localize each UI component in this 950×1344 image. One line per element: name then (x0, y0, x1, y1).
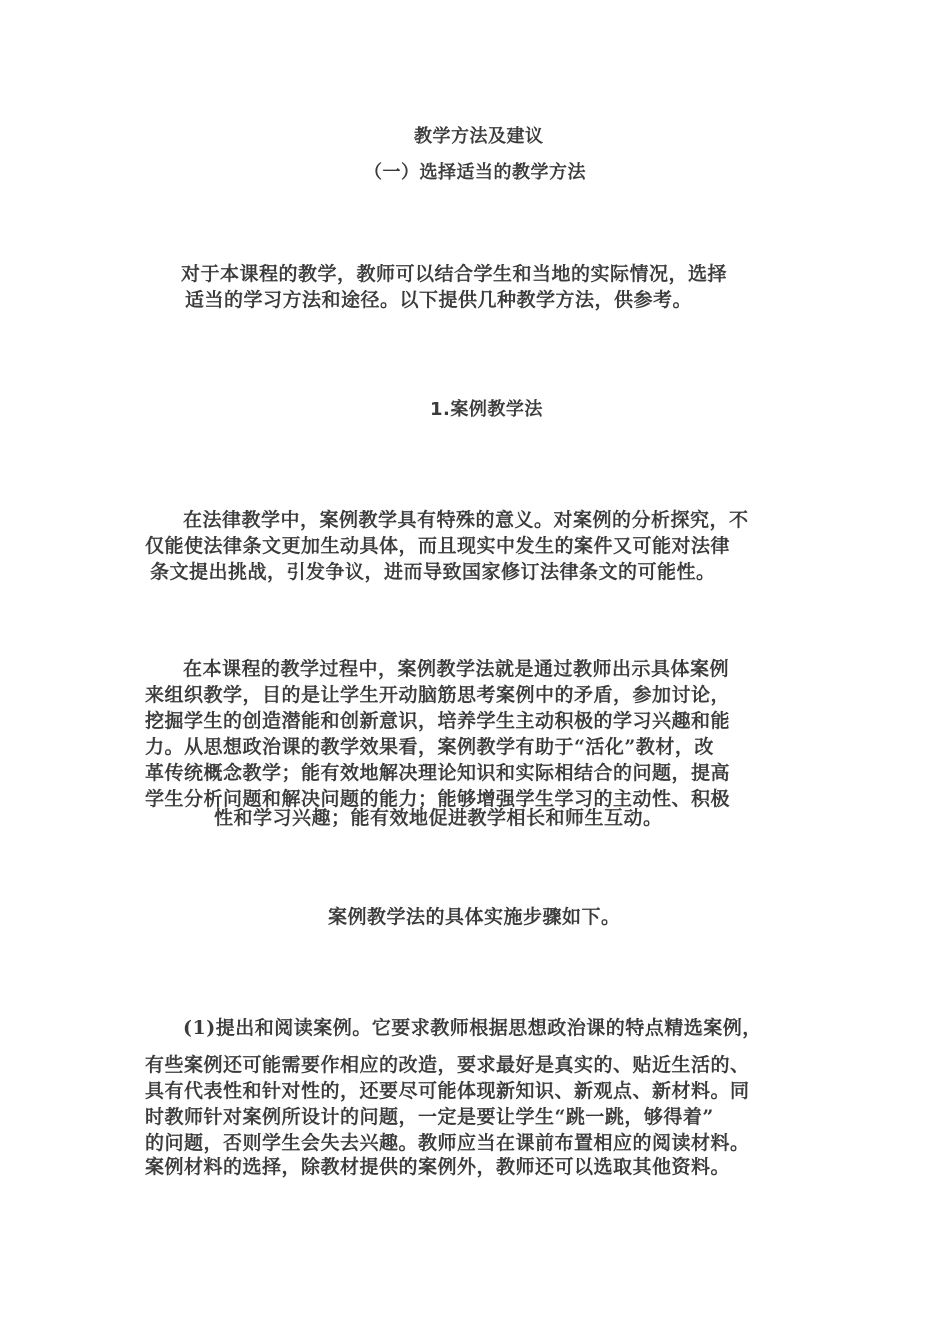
step-line: (1)提出和阅读案例。它要求教师根据思想政治课的特点精选案例， (183, 1017, 762, 1039)
paragraph-line: 挖掘学生的创造潜能和创新意识，培养学生主动积极的学习兴趣和能 (145, 710, 731, 732)
intro-line: 对于本课程的教学，教师可以结合学生和当地的实际情况，选择 (181, 263, 728, 285)
steps-intro: 案例教学法的具体实施步骤如下。 (328, 906, 621, 928)
step-line: 的问题，否则学生会失去兴趣。教师应当在课前布置相应的阅读材料。 (145, 1132, 750, 1154)
document-title: 教学方法及建议 (414, 126, 544, 147)
step-line: 案例材料的选择，除教材提供的案例外，教师还可以选取其他资料。 (145, 1156, 731, 1178)
paragraph-line: 性和学习兴趣；能有效地促进教学相长和师生互动。 (214, 807, 663, 829)
paragraph-line: 学生分析问题和解决问题的能力；能够增强学生学习的主动性、积极 (145, 788, 731, 810)
paragraph-line: 条文提出挑战，引发争议，进而导致国家修订法律条文的可能性。 (150, 561, 716, 583)
paragraph-line: 力。从思想政治课的教学效果看，案例教学有助于“活化”教材，改 (145, 736, 714, 758)
paragraph-line: 革传统概念教学；能有效地解决理论知识和实际相结合的问题，提高 (145, 762, 731, 784)
paragraph-line: 仅能使法律条文更加生动具体，而且现实中发生的案件又可能对法律 (145, 535, 731, 557)
intro-line: 适当的学习方法和途径。以下提供几种教学方法，供参考。 (185, 289, 693, 311)
step-line: 时教师针对案例所设计的问题，一定是要让学生“跳一跳，够得着” (145, 1106, 714, 1128)
document-subtitle: （一）选择适当的教学方法 (364, 162, 586, 183)
step-line: 有些案例还可能需要作相应的改造，要求最好是真实的、贴近生活的、 (145, 1054, 750, 1076)
paragraph-line: 在法律教学中，案例教学具有特殊的意义。对案例的分析探究，不 (183, 509, 749, 531)
section-heading: 1.案例教学法 (430, 399, 543, 420)
paragraph-line: 来组织教学，目的是让学生开动脑筋思考案例中的矛盾，参加讨论， (145, 684, 731, 706)
paragraph-line: 在本课程的教学过程中，案例教学法就是通过教师出示具体案例 (183, 658, 730, 680)
step-line: 具有代表性和针对性的，还要尽可能体现新知识、新观点、新材料。同 (145, 1080, 750, 1102)
